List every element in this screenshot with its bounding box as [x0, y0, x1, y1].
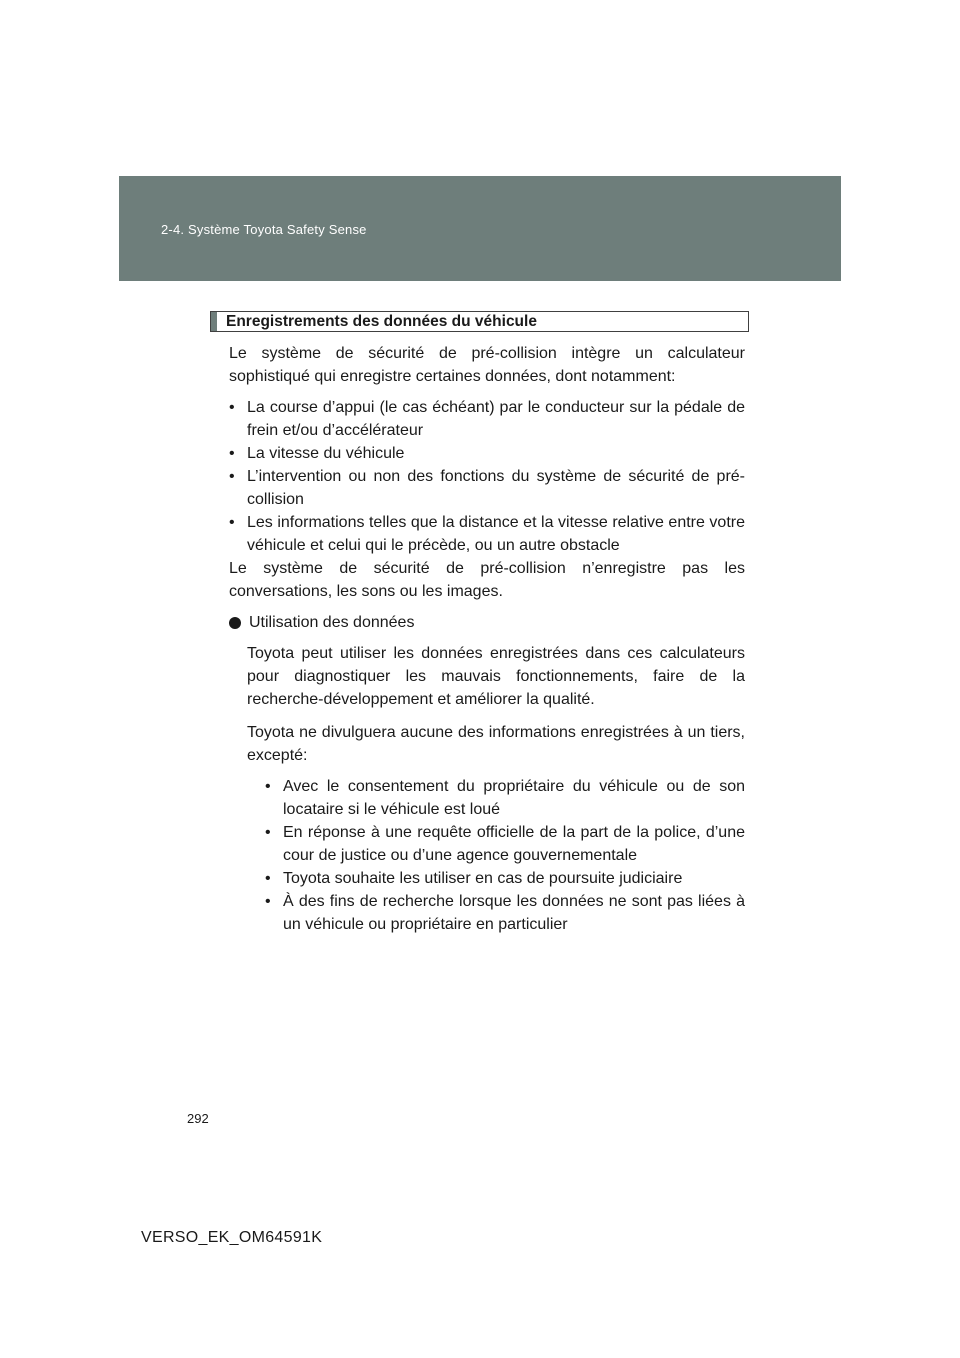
list-item: • À des fins de recherche lorsque les données ne sont pas liées à un véhicule ou propriétaire en particulier [265, 890, 745, 936]
bullet-icon: • [229, 445, 235, 462]
document-code: VERSO_EK_OM64591K [141, 1229, 323, 1246]
usage-paragraph: Toyota peut utiliser les données enregistrées dans ces calculateurs pour diagnostiquer les mauvais fonctionnements, faire de la recherche-développement et améliorer la qualité. [247, 645, 745, 708]
subsection-body [247, 642, 745, 936]
circle-bullet-icon [229, 617, 241, 629]
bullet-icon: • [229, 514, 235, 531]
bullet-icon: • [265, 870, 271, 887]
list-item: • La course d’appui (le cas échéant) par le conducteur sur la pédale de frein et/ou d’accélérateur [229, 396, 745, 442]
bullet-icon: • [265, 824, 271, 841]
subsection-heading [229, 611, 745, 634]
disclosure-paragraph: Toyota ne divulguera aucune des informations enregistrées à un tiers, excepté: [247, 724, 745, 764]
section-title: Enregistrements des données du véhicule [210, 311, 749, 332]
list-item: • Toyota souhaite les utiliser en cas de poursuite judiciaire [265, 867, 745, 890]
bullet-icon: • [265, 778, 271, 795]
list-item: • La vitesse du véhicule [229, 442, 745, 465]
header-band [119, 176, 841, 281]
bullet-icon: • [265, 893, 271, 910]
not-recorded-paragraph: Le système de sécurité de pré-collision n’enregistre pas les conversations, les sons ou les images. [229, 560, 745, 600]
list-item: • Les informations telles que la distance et la vitesse relative entre votre véhicule et celui qui le précède, ou un autre obstacle [229, 511, 745, 557]
list-item: • En réponse à une requête officielle de la part de la police, d’une cour de justice ou d’une agence gouvernementale [265, 821, 745, 867]
list-item: • Avec le consentement du propriétaire du véhicule ou de son locataire si le véhicule est loué [265, 775, 745, 821]
header-section-title: 2-4. Système Toyota Safety Sense [161, 222, 367, 237]
intro-paragraph: Le système de sécurité de pré-collision intègre un calculateur sophistiqué qui enregistre certaines données, dont notamment: [229, 345, 745, 385]
recorded-data-list [229, 396, 745, 557]
disclosure-exceptions-list [265, 775, 745, 936]
bullet-icon: • [229, 468, 235, 485]
page-number: 292 [187, 1111, 209, 1126]
page-content [226, 311, 745, 936]
subsection-title: Utilisation des données [249, 614, 415, 631]
bullet-icon: • [229, 399, 235, 416]
list-item: • L’intervention ou non des fonctions du système de sécurité de pré-collision [229, 465, 745, 511]
